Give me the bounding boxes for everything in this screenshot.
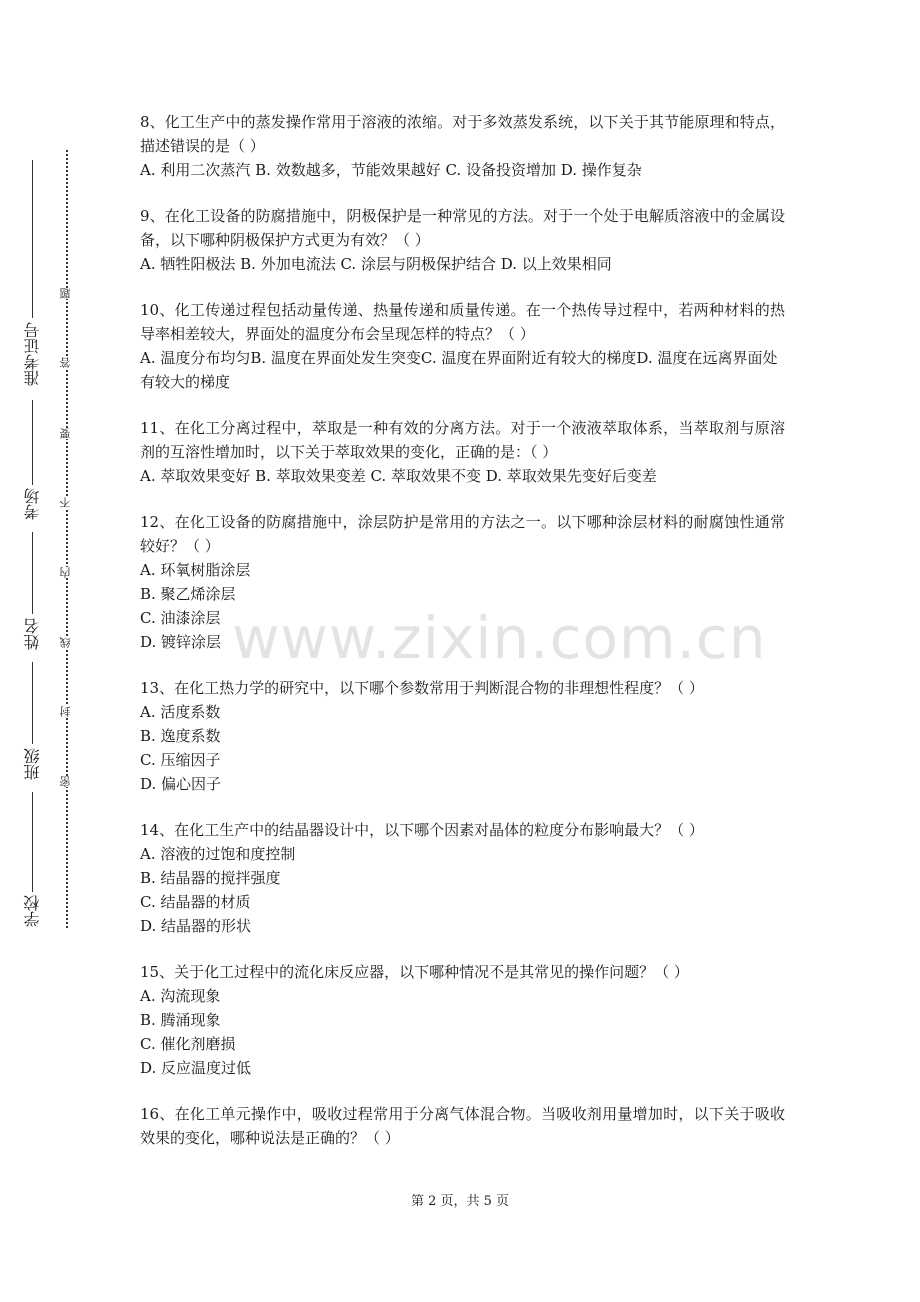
- option-c: C. 压缩因子: [140, 751, 221, 769]
- question-8: [140, 110, 785, 182]
- option-a: A. 溶液的过饱和度控制: [140, 845, 296, 863]
- exam-id-field-line: [32, 160, 33, 318]
- option-a: A. 环氧树脂涂层: [140, 561, 251, 579]
- question-stem: 12、在化工设备的防腐措施中，涂层防护是常用的方法之一。以下哪种涂层材料的耐腐蚀性通常较好？（ ）: [140, 513, 785, 555]
- option-c: C. 催化剂磨损: [140, 1035, 236, 1053]
- question-stem: 8、化工生产中的蒸发操作常用于溶液的浓缩。对于多效蒸发系统，以下关于其节能原理和特点，描述错误的是（ ）: [140, 113, 785, 155]
- seal-char: 不: [59, 497, 72, 508]
- seal-char: 封: [59, 706, 72, 717]
- question-16: [140, 1102, 785, 1150]
- question-stem: 11、在化工分离过程中，萃取是一种有效的分离方法。对于一个液液萃取体系，当萃取剂与原溶剂的互溶性增加时，以下关于萃取效果的变化，正确的是：（ ）: [140, 419, 785, 461]
- exam-id-label: 准考证号: [23, 322, 42, 386]
- question-options: A. 牺牲阳极法 B. 外加电流法 C. 涂层与阴极保护结合 D. 以上效果相同: [140, 255, 612, 273]
- seal-char: 线: [59, 637, 72, 648]
- option-b: B. 聚乙烯涂层: [140, 585, 236, 603]
- question-options: A. 萃取效果变好 B. 萃取效果变差 C. 萃取效果不变 D. 萃取效果先变好后变差: [140, 467, 657, 485]
- question-14: [140, 818, 785, 938]
- option-d: D. 镀锌涂层: [140, 633, 222, 651]
- exam-room-field-line: [32, 400, 33, 485]
- option-d: D. 偏心因子: [140, 775, 222, 793]
- seal-char: 内: [59, 567, 72, 578]
- seal-dotted-line: [66, 150, 68, 928]
- school-field-line: [32, 792, 33, 892]
- school-label: 学校: [23, 895, 42, 927]
- question-10: [140, 298, 785, 394]
- binding-margin: [0, 0, 110, 1302]
- name-label: 姓名: [23, 618, 42, 650]
- option-c: C. 油漆涂层: [140, 609, 221, 627]
- question-11: [140, 416, 785, 488]
- question-stem: 13、在化工热力学的研究中，以下哪个参数常用于判断混合物的非理想性程度？（ ）: [140, 679, 704, 697]
- option-b: B. 逸度系数: [140, 727, 221, 745]
- option-a: A. 活度系数: [140, 703, 221, 721]
- option-b: B. 结晶器的搅拌强度: [140, 869, 281, 887]
- question-9: [140, 204, 785, 276]
- question-13: [140, 676, 785, 796]
- question-stem: 14、在化工生产中的结晶器设计中，以下哪个因素对晶体的粒度分布影响最大？（ ）: [140, 821, 704, 839]
- option-c: C. 结晶器的材质: [140, 893, 251, 911]
- page-footer: 第 2 页，共 5 页: [410, 1194, 510, 1209]
- option-a: A. 沟流现象: [140, 987, 221, 1005]
- class-field-line: [32, 662, 33, 744]
- name-field-line: [32, 532, 33, 614]
- question-stem: 10、化工传递过程包括动量传递、热量传递和质量传递。在一个热传导过程中，若两种材料的热导率相差较大，界面处的温度分布会呈现怎样的特点？（ ）: [140, 301, 785, 343]
- class-label: 班级: [23, 748, 42, 780]
- seal-char: 题: [59, 288, 72, 299]
- option-d: D. 反应温度过低: [140, 1059, 252, 1077]
- option-b: B. 腾涌现象: [140, 1011, 221, 1029]
- question-stem: 16、在化工单元操作中，吸收过程常用于分离气体混合物。当吸收剂用量增加时，以下关于吸收效果的变化，哪种说法是正确的？（ ）: [140, 1105, 785, 1147]
- option-d: D. 结晶器的形状: [140, 917, 252, 935]
- seal-char: 答: [59, 357, 72, 368]
- question-stem: 15、关于化工过程中的流化床反应器，以下哪种情况不是其常见的操作问题？（ ）: [140, 963, 689, 981]
- question-options: A. 温度分布均匀B. 温度在界面处发生突变C. 温度在界面附近有较大的梯度D. 温度在远离界面处有较大的梯度: [140, 349, 778, 391]
- seal-char: 密: [59, 776, 72, 787]
- question-options: A. 利用二次蒸汽 B. 效数越多，节能效果越好 C. 设备投资增加 D. 操作复杂: [140, 161, 642, 179]
- exam-room-label: 考场: [23, 488, 42, 520]
- seal-char: 要: [59, 428, 72, 439]
- watermark: www.zixin.com.cn: [232, 604, 767, 672]
- question-stem: 9、在化工设备的防腐措施中，阴极保护是一种常见的方法。对于一个处于电解质溶液中的金属设备，以下哪种阴极保护方式更为有效？（ ）: [140, 207, 785, 249]
- question-15: [140, 960, 785, 1080]
